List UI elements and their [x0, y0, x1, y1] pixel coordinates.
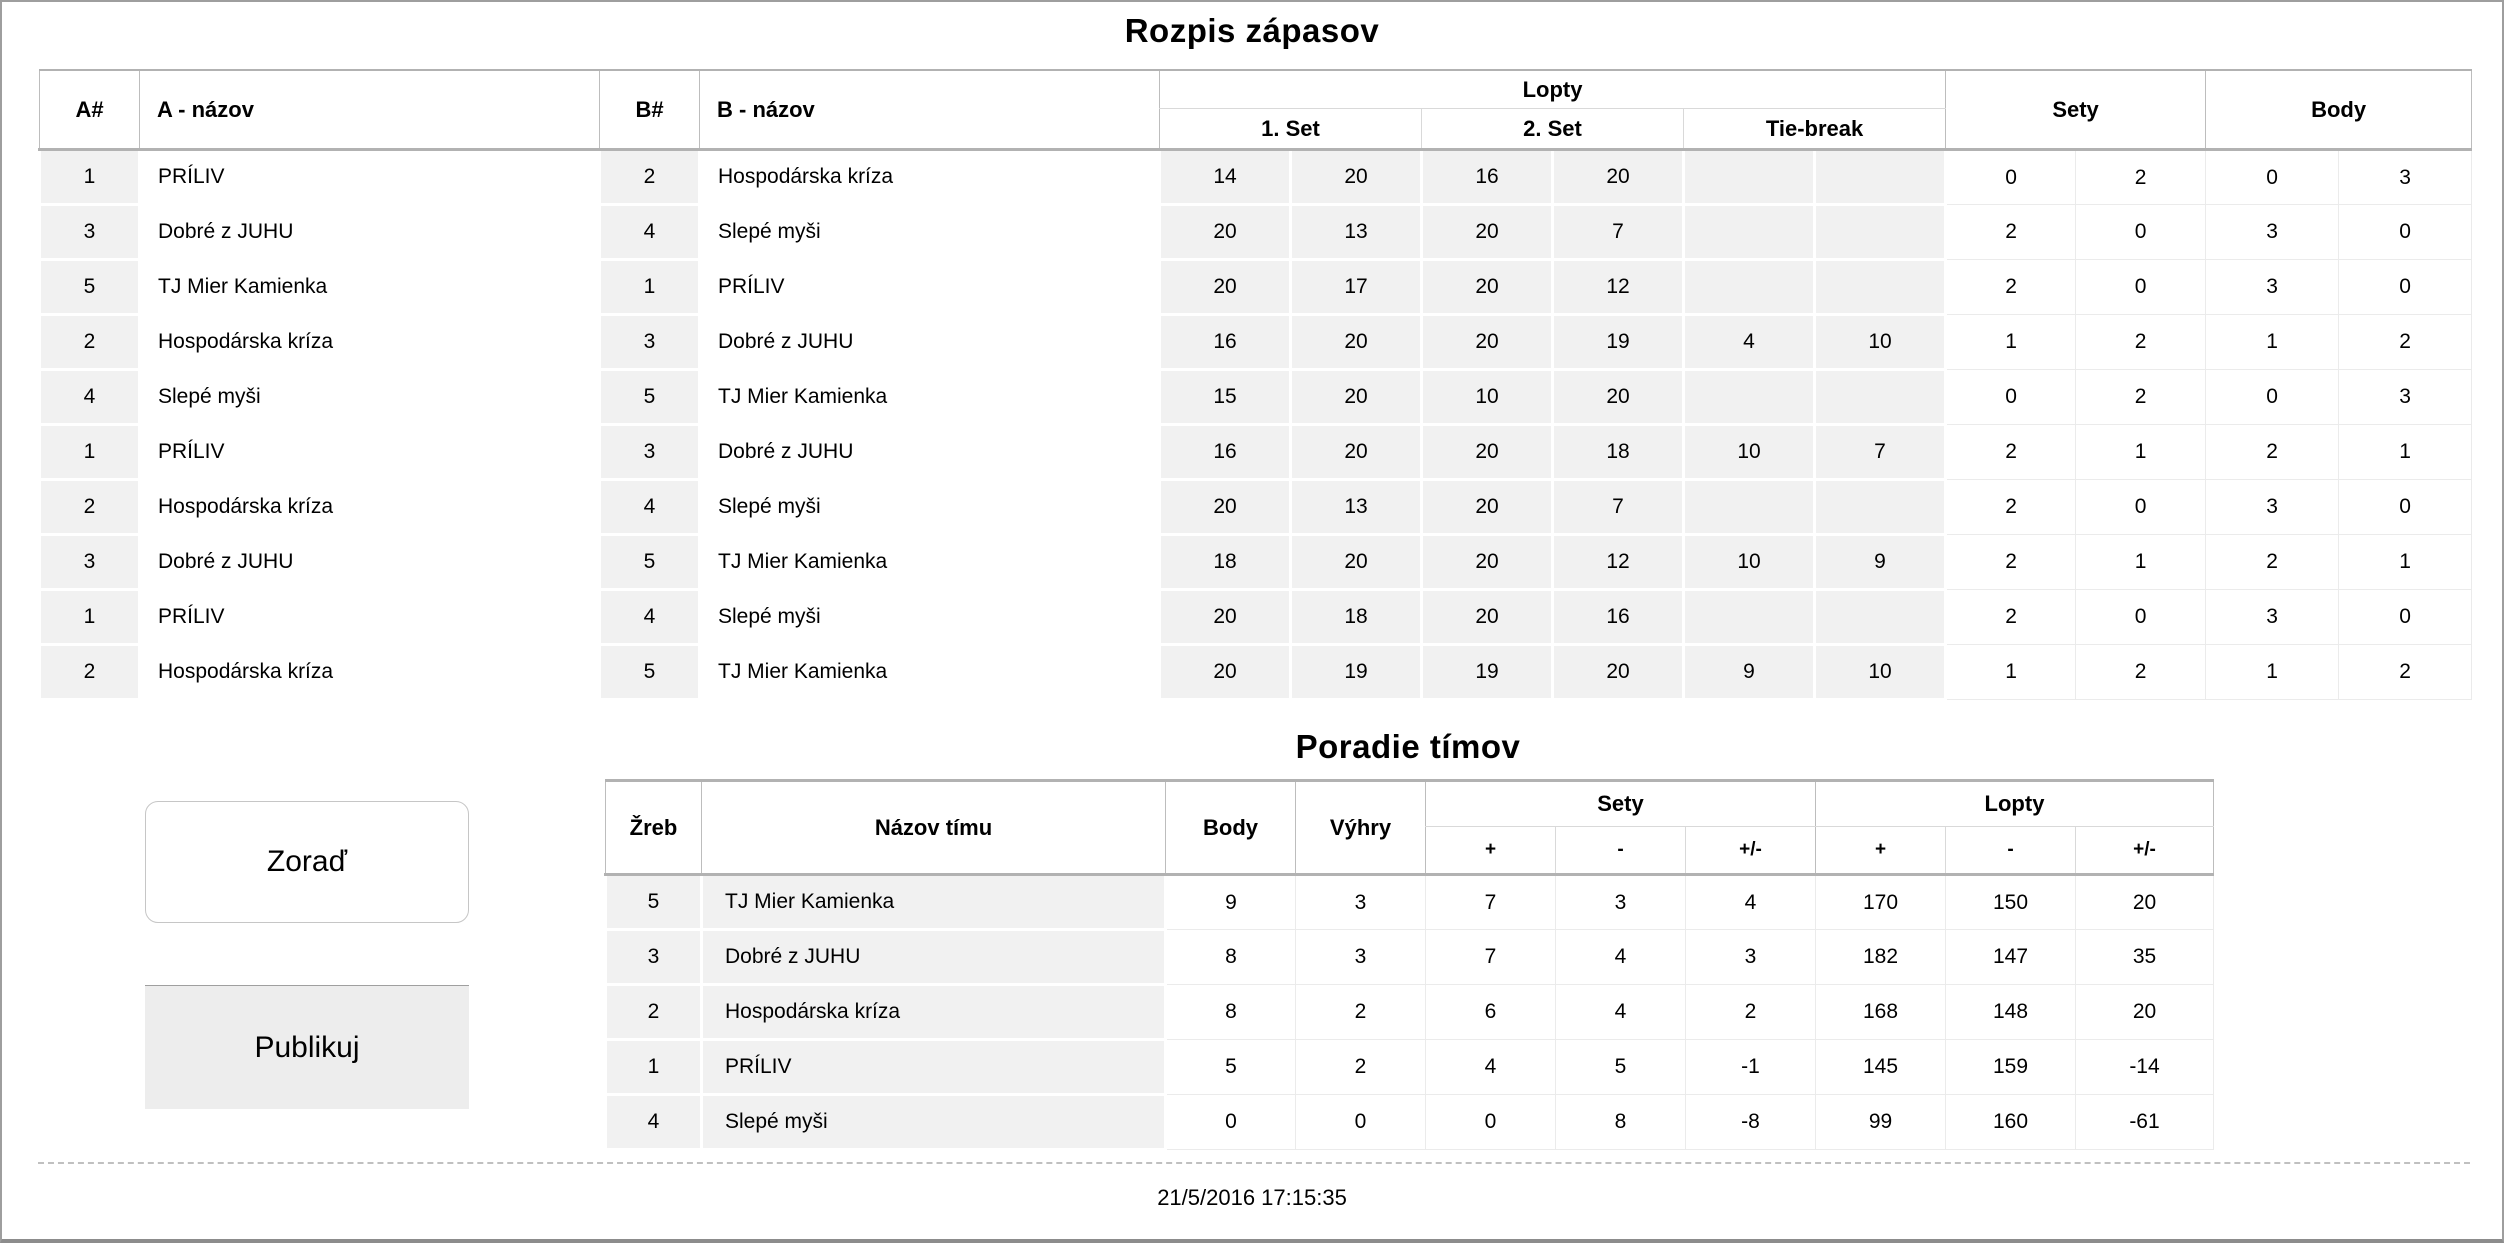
standings-row — [606, 1040, 2214, 1095]
cell-setb: 2 — [2076, 645, 2206, 700]
cell-seta: 2 — [1946, 260, 2076, 315]
cell-a_num: 1 — [40, 425, 140, 480]
col-header-nazov: Názov tímu — [702, 781, 1166, 875]
cell-boda: 3 — [2206, 480, 2339, 535]
col-header-b-num: B# — [600, 70, 700, 150]
cell-s2a: 20 — [1422, 205, 1553, 260]
cell-lp: 168 — [1816, 985, 1946, 1040]
cell-boda: 2 — [2206, 425, 2339, 480]
cell-zreb: 4 — [606, 1095, 702, 1150]
match-row — [40, 480, 2472, 535]
cell-s2b: 12 — [1553, 260, 1684, 315]
match-row — [40, 150, 2472, 205]
cell-s2a: 20 — [1422, 315, 1553, 370]
cell-a_name: Dobré z JUHU — [140, 205, 600, 260]
col-header-vyhry: Výhry — [1296, 781, 1426, 875]
match-row — [40, 590, 2472, 645]
cell-a_num: 1 — [40, 590, 140, 645]
cell-nazov: PRÍLIV — [702, 1040, 1166, 1095]
col-header-lopty-plusminus: +/- — [2076, 827, 2214, 875]
cell-b_name: Slepé myši — [700, 590, 1160, 645]
cell-a_name: Slepé myši — [140, 370, 600, 425]
cell-lm: 160 — [1946, 1095, 2076, 1150]
cell-sm: 4 — [1556, 985, 1686, 1040]
cell-b_num: 1 — [600, 260, 700, 315]
match-row — [40, 370, 2472, 425]
cell-s1b: 17 — [1291, 260, 1422, 315]
cell-a_name: TJ Mier Kamienka — [140, 260, 600, 315]
cell-s1b: 13 — [1291, 480, 1422, 535]
col-header-sety-plusminus: +/- — [1686, 827, 1816, 875]
cell-b_num: 4 — [600, 205, 700, 260]
cell-tbb — [1815, 150, 1946, 205]
cell-bodb: 0 — [2339, 480, 2472, 535]
col-header-a-num: A# — [40, 70, 140, 150]
cell-seta: 2 — [1946, 205, 2076, 260]
schedule-body — [40, 150, 2472, 700]
cell-b_name: Hospodárska kríza — [700, 150, 1160, 205]
cell-s1b: 18 — [1291, 590, 1422, 645]
match-row — [40, 315, 2472, 370]
match-row — [40, 205, 2472, 260]
cell-s2b: 19 — [1553, 315, 1684, 370]
cell-b_num: 4 — [600, 590, 700, 645]
cell-b_name: Slepé myši — [700, 205, 1160, 260]
cell-spm: 4 — [1686, 875, 1816, 930]
schedule-table — [38, 69, 2472, 701]
cell-nazov: Dobré z JUHU — [702, 930, 1166, 985]
cell-body: 5 — [1166, 1040, 1296, 1095]
cell-tbb — [1815, 480, 1946, 535]
standings-row — [606, 985, 2214, 1040]
cell-tba — [1684, 260, 1815, 315]
cell-tba: 4 — [1684, 315, 1815, 370]
cell-vyhry: 0 — [1296, 1095, 1426, 1150]
cell-boda: 3 — [2206, 205, 2339, 260]
schedule-title: Rozpis zápasov — [1124, 12, 1380, 49]
cell-s2a: 20 — [1422, 260, 1553, 315]
col-header-set2: 2. Set — [1422, 109, 1684, 150]
col-header-body-points: Body — [1166, 781, 1296, 875]
cell-b_name: Slepé myši — [700, 480, 1160, 535]
cell-seta: 1 — [1946, 645, 2076, 700]
cell-spm: -8 — [1686, 1095, 1816, 1150]
cell-b_name: TJ Mier Kamienka — [700, 370, 1160, 425]
cell-zreb: 5 — [606, 875, 702, 930]
cell-seta: 0 — [1946, 370, 2076, 425]
cell-body: 8 — [1166, 985, 1296, 1040]
publish-button[interactable]: Publikuj — [145, 985, 469, 1109]
col-header-body: Body — [2206, 70, 2472, 150]
cell-b_name: PRÍLIV — [700, 260, 1160, 315]
col-header-lopty-group: Lopty — [1816, 781, 2214, 827]
cell-sm: 8 — [1556, 1095, 1686, 1150]
standings-row — [606, 875, 2214, 930]
cell-body: 8 — [1166, 930, 1296, 985]
cell-s2a: 19 — [1422, 645, 1553, 700]
cell-setb: 2 — [2076, 150, 2206, 205]
cell-boda: 2 — [2206, 535, 2339, 590]
cell-a_num: 3 — [40, 205, 140, 260]
standings-row — [606, 1095, 2214, 1150]
cell-seta: 2 — [1946, 425, 2076, 480]
cell-vyhry: 3 — [1296, 875, 1426, 930]
cell-a_name: PRÍLIV — [140, 150, 600, 205]
cell-boda: 0 — [2206, 370, 2339, 425]
cell-lp: 99 — [1816, 1095, 1946, 1150]
cell-b_num: 2 — [600, 150, 700, 205]
cell-s2a: 16 — [1422, 150, 1553, 205]
cell-s2b: 20 — [1553, 645, 1684, 700]
cell-boda: 1 — [2206, 315, 2339, 370]
cell-b_name: TJ Mier Kamienka — [700, 645, 1160, 700]
cell-setb: 2 — [2076, 315, 2206, 370]
cell-lpm: 35 — [2076, 930, 2214, 985]
standings-table — [604, 779, 2214, 1151]
cell-tba: 10 — [1684, 425, 1815, 480]
cell-lpm: 20 — [2076, 985, 2214, 1040]
cell-seta: 0 — [1946, 150, 2076, 205]
cell-b_num: 3 — [600, 315, 700, 370]
cell-s1a: 20 — [1160, 260, 1291, 315]
cell-sp: 7 — [1426, 875, 1556, 930]
cell-lp: 182 — [1816, 930, 1946, 985]
cell-s2a: 10 — [1422, 370, 1553, 425]
cell-s1a: 20 — [1160, 590, 1291, 645]
cell-lm: 159 — [1946, 1040, 2076, 1095]
cell-boda: 3 — [2206, 590, 2339, 645]
cell-sm: 4 — [1556, 930, 1686, 985]
cell-sm: 5 — [1556, 1040, 1686, 1095]
cell-seta: 2 — [1946, 590, 2076, 645]
col-header-lopty: Lopty — [1160, 70, 1946, 109]
cell-lm: 148 — [1946, 985, 2076, 1040]
col-header-lopty-minus: - — [1946, 827, 2076, 875]
cell-tba — [1684, 370, 1815, 425]
cell-s1b: 20 — [1291, 535, 1422, 590]
cell-a_num: 2 — [40, 480, 140, 535]
cell-zreb: 3 — [606, 930, 702, 985]
col-header-b-name: B - názov — [700, 70, 1160, 150]
cell-tbb: 10 — [1815, 315, 1946, 370]
col-header-zreb: Žreb — [606, 781, 702, 875]
match-row — [40, 425, 2472, 480]
cell-a_num: 2 — [40, 315, 140, 370]
cell-s2b: 12 — [1553, 535, 1684, 590]
cell-bodb: 0 — [2339, 260, 2472, 315]
timestamp: 21/5/2016 17:15:35 — [1157, 1185, 1347, 1210]
cell-lm: 150 — [1946, 875, 2076, 930]
cell-boda: 1 — [2206, 645, 2339, 700]
cell-s1b: 20 — [1291, 315, 1422, 370]
cell-a_name: PRÍLIV — [140, 590, 600, 645]
cell-vyhry: 3 — [1296, 930, 1426, 985]
col-header-sety: Sety — [1946, 70, 2206, 150]
cell-zreb: 1 — [606, 1040, 702, 1095]
cell-s2a: 20 — [1422, 590, 1553, 645]
match-row — [40, 535, 2472, 590]
cell-bodb: 1 — [2339, 425, 2472, 480]
cell-s2b: 18 — [1553, 425, 1684, 480]
cell-a_name: PRÍLIV — [140, 425, 600, 480]
col-header-sety-group: Sety — [1426, 781, 1816, 827]
cell-spm: 3 — [1686, 930, 1816, 985]
cell-body: 0 — [1166, 1095, 1296, 1150]
cell-s2a: 20 — [1422, 535, 1553, 590]
dashed-divider-line — [38, 1162, 2470, 1164]
cell-bodb: 2 — [2339, 645, 2472, 700]
cell-s2b: 16 — [1553, 590, 1684, 645]
cell-seta: 2 — [1946, 480, 2076, 535]
cell-s2b: 20 — [1553, 370, 1684, 425]
cell-s1b: 20 — [1291, 370, 1422, 425]
standings-body — [606, 875, 2214, 1150]
cell-s1b: 20 — [1291, 425, 1422, 480]
cell-bodb: 0 — [2339, 205, 2472, 260]
cell-tbb — [1815, 205, 1946, 260]
match-row — [40, 260, 2472, 315]
cell-sp: 6 — [1426, 985, 1556, 1040]
cell-tbb: 10 — [1815, 645, 1946, 700]
cell-b_name: Dobré z JUHU — [700, 315, 1160, 370]
cell-setb: 0 — [2076, 480, 2206, 535]
cell-seta: 2 — [1946, 535, 2076, 590]
cell-seta: 1 — [1946, 315, 2076, 370]
cell-zreb: 2 — [606, 985, 702, 1040]
cell-tbb: 9 — [1815, 535, 1946, 590]
cell-s1b: 19 — [1291, 645, 1422, 700]
cell-a_name: Hospodárska kríza — [140, 645, 600, 700]
cell-lpm: -14 — [2076, 1040, 2214, 1095]
cell-setb: 0 — [2076, 590, 2206, 645]
cell-s1b: 13 — [1291, 205, 1422, 260]
cell-bodb: 3 — [2339, 150, 2472, 205]
cell-b_num: 5 — [600, 370, 700, 425]
cell-s1a: 20 — [1160, 205, 1291, 260]
cell-s1a: 20 — [1160, 645, 1291, 700]
cell-a_num: 5 — [40, 260, 140, 315]
cell-sp: 7 — [1426, 930, 1556, 985]
cell-s1a: 18 — [1160, 535, 1291, 590]
col-header-tiebreak: Tie-break — [1684, 109, 1946, 150]
cell-setb: 1 — [2076, 535, 2206, 590]
cell-bodb: 0 — [2339, 590, 2472, 645]
cell-tba: 10 — [1684, 535, 1815, 590]
cell-bodb: 1 — [2339, 535, 2472, 590]
cell-b_num: 5 — [600, 535, 700, 590]
cell-spm: 2 — [1686, 985, 1816, 1040]
cell-s1a: 16 — [1160, 425, 1291, 480]
cell-sp: 4 — [1426, 1040, 1556, 1095]
cell-s2a: 20 — [1422, 425, 1553, 480]
cell-setb: 0 — [2076, 205, 2206, 260]
cell-tba — [1684, 590, 1815, 645]
cell-a_num: 1 — [40, 150, 140, 205]
cell-lm: 147 — [1946, 930, 2076, 985]
col-header-sety-plus: + — [1426, 827, 1556, 875]
cell-bodb: 2 — [2339, 315, 2472, 370]
cell-boda: 0 — [2206, 150, 2339, 205]
cell-sp: 0 — [1426, 1095, 1556, 1150]
cell-lpm: 20 — [2076, 875, 2214, 930]
cell-s2b: 20 — [1553, 150, 1684, 205]
cell-s1a: 15 — [1160, 370, 1291, 425]
cell-s2b: 7 — [1553, 205, 1684, 260]
standings-header-row — [606, 781, 2214, 827]
cell-a_num: 2 — [40, 645, 140, 700]
cell-s2a: 20 — [1422, 480, 1553, 535]
col-header-a-name: A - názov — [140, 70, 600, 150]
cell-lp: 145 — [1816, 1040, 1946, 1095]
col-header-lopty-plus: + — [1816, 827, 1946, 875]
sort-button[interactable]: Zoraď — [145, 801, 469, 923]
cell-b_num: 4 — [600, 480, 700, 535]
cell-tba — [1684, 150, 1815, 205]
cell-b_num: 5 — [600, 645, 700, 700]
cell-setb: 2 — [2076, 370, 2206, 425]
cell-s1a: 14 — [1160, 150, 1291, 205]
cell-body: 9 — [1166, 875, 1296, 930]
cell-a_num: 3 — [40, 535, 140, 590]
match-row — [40, 645, 2472, 700]
cell-b_name: Dobré z JUHU — [700, 425, 1160, 480]
cell-sm: 3 — [1556, 875, 1686, 930]
col-header-sety-minus: - — [1556, 827, 1686, 875]
cell-tbb: 7 — [1815, 425, 1946, 480]
cell-a_name: Hospodárska kríza — [140, 315, 600, 370]
cell-vyhry: 2 — [1296, 985, 1426, 1040]
cell-bodb: 3 — [2339, 370, 2472, 425]
cell-tbb — [1815, 590, 1946, 645]
standings-title: Poradie tímov — [1295, 728, 1521, 765]
cell-tbb — [1815, 260, 1946, 315]
cell-setb: 1 — [2076, 425, 2206, 480]
standings-row — [606, 930, 2214, 985]
cell-tba: 9 — [1684, 645, 1815, 700]
cell-s1a: 20 — [1160, 480, 1291, 535]
cell-a_num: 4 — [40, 370, 140, 425]
cell-lp: 170 — [1816, 875, 1946, 930]
cell-tba — [1684, 480, 1815, 535]
cell-setb: 0 — [2076, 260, 2206, 315]
cell-a_name: Hospodárska kríza — [140, 480, 600, 535]
cell-nazov: Hospodárska kríza — [702, 985, 1166, 1040]
cell-s1b: 20 — [1291, 150, 1422, 205]
cell-s2b: 7 — [1553, 480, 1684, 535]
cell-nazov: TJ Mier Kamienka — [702, 875, 1166, 930]
cell-spm: -1 — [1686, 1040, 1816, 1095]
cell-boda: 3 — [2206, 260, 2339, 315]
cell-nazov: Slepé myši — [702, 1095, 1166, 1150]
cell-a_name: Dobré z JUHU — [140, 535, 600, 590]
cell-b_num: 3 — [600, 425, 700, 480]
cell-s1a: 16 — [1160, 315, 1291, 370]
col-header-set1: 1. Set — [1160, 109, 1422, 150]
cell-vyhry: 2 — [1296, 1040, 1426, 1095]
cell-lpm: -61 — [2076, 1095, 2214, 1150]
cell-b_name: TJ Mier Kamienka — [700, 535, 1160, 590]
cell-tba — [1684, 205, 1815, 260]
schedule-header-row — [40, 70, 2472, 109]
cell-tbb — [1815, 370, 1946, 425]
